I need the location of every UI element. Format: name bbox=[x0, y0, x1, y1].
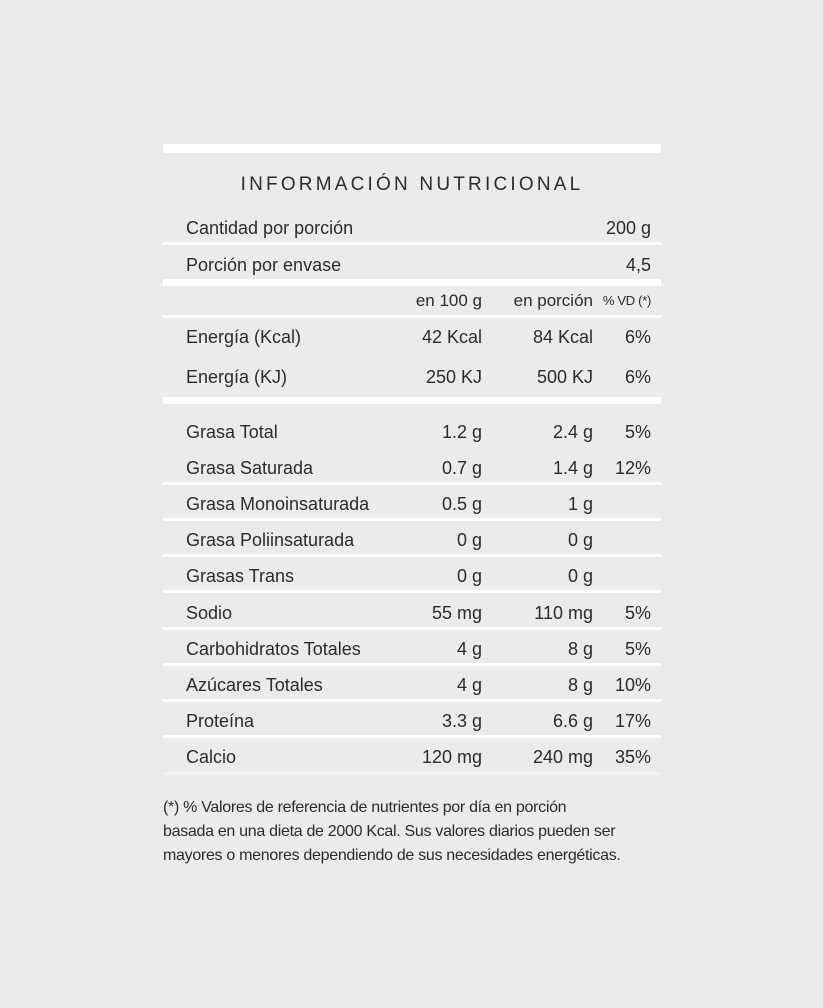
row-label: Cantidad por porción bbox=[186, 218, 354, 238]
per100-value: 0.7 g bbox=[441, 458, 482, 478]
row-label: Azúcares Totales bbox=[186, 675, 323, 695]
divider bbox=[163, 699, 661, 702]
divider bbox=[163, 590, 661, 593]
row-label: Grasa Monoinsaturada bbox=[186, 494, 370, 514]
row-label: Carbohidratos Totales bbox=[186, 639, 361, 659]
per-portion-value: 0 g bbox=[567, 566, 593, 586]
per-portion-value: 1 g bbox=[567, 494, 593, 514]
per100-value: 1.2 g bbox=[441, 422, 482, 442]
vd-value: 10% bbox=[614, 675, 651, 695]
per100-value: 55 mg bbox=[431, 603, 482, 623]
per-portion-value: 500 KJ bbox=[536, 367, 593, 387]
per100-value: 0 g bbox=[456, 566, 482, 586]
vd-value: 5% bbox=[624, 603, 651, 623]
row-label: Proteína bbox=[186, 711, 255, 731]
row-value: 4,5 bbox=[625, 255, 651, 275]
per100-value: 4 g bbox=[456, 639, 482, 659]
row-label: Grasa Poliinsaturada bbox=[186, 530, 355, 550]
row-label: Grasa Saturada bbox=[186, 458, 314, 478]
per-portion-value: 240 mg bbox=[532, 747, 593, 767]
divider bbox=[163, 397, 661, 404]
per-portion-value: 1.4 g bbox=[552, 458, 593, 478]
column-header-per-portion: en porción bbox=[513, 291, 593, 310]
per-portion-value: 0 g bbox=[567, 530, 593, 550]
divider bbox=[163, 315, 661, 318]
divider bbox=[163, 242, 661, 245]
divider bbox=[163, 518, 661, 521]
per-portion-value: 8 g bbox=[567, 675, 593, 695]
row-label: Grasa Total bbox=[186, 422, 278, 442]
footnote bbox=[163, 796, 683, 868]
per100-value: 42 Kcal bbox=[421, 327, 482, 347]
row-value: 200 g bbox=[605, 218, 651, 238]
row-label: Energía (Kcal) bbox=[186, 327, 302, 347]
column-header-per100: en 100 g bbox=[415, 291, 482, 310]
per100-value: 4 g bbox=[456, 675, 482, 695]
vd-value: 6% bbox=[624, 327, 651, 347]
footnote-line: basada en una dieta de 2000 Kcal. Sus valores diarios pueden ser bbox=[163, 823, 616, 840]
footnote-line: mayores o menores dependiendo de sus necesidades energéticas. bbox=[163, 847, 621, 864]
divider bbox=[163, 554, 661, 557]
vd-value: 12% bbox=[614, 458, 651, 478]
divider bbox=[163, 735, 661, 738]
divider bbox=[163, 279, 661, 286]
vd-value: 17% bbox=[614, 711, 651, 731]
per100-value: 120 mg bbox=[421, 747, 482, 767]
per-portion-value: 2.4 g bbox=[552, 422, 593, 442]
vd-value: 5% bbox=[624, 639, 651, 659]
row-label: Porción por envase bbox=[186, 255, 342, 275]
per100-value: 250 KJ bbox=[425, 367, 482, 387]
row-label: Sodio bbox=[186, 603, 233, 623]
per100-value: 0 g bbox=[456, 530, 482, 550]
per-portion-value: 84 Kcal bbox=[532, 327, 593, 347]
divider bbox=[163, 627, 661, 630]
vd-value: 35% bbox=[614, 747, 651, 767]
column-header-vd: % VD (*) bbox=[602, 293, 651, 308]
per100-value: 3.3 g bbox=[441, 711, 482, 731]
row-label: Energía (KJ) bbox=[186, 367, 288, 387]
vd-value: 6% bbox=[624, 367, 651, 387]
top-divider bbox=[163, 144, 661, 153]
vd-value: 5% bbox=[624, 422, 651, 442]
per-portion-value: 110 mg bbox=[534, 603, 593, 623]
divider bbox=[163, 482, 661, 485]
per-portion-value: 6.6 g bbox=[552, 711, 593, 731]
per100-value: 0.5 g bbox=[441, 494, 482, 514]
row-label: Calcio bbox=[186, 747, 237, 767]
divider bbox=[163, 663, 661, 666]
row-label: Grasas Trans bbox=[186, 566, 295, 586]
table-title: INFORMACIÓN NUTRICIONAL bbox=[240, 174, 584, 195]
footnote-line: (*) % Valores de referencia de nutrientes por día en porción bbox=[163, 799, 567, 816]
per-portion-value: 8 g bbox=[567, 639, 593, 659]
bottom-divider bbox=[163, 772, 661, 775]
